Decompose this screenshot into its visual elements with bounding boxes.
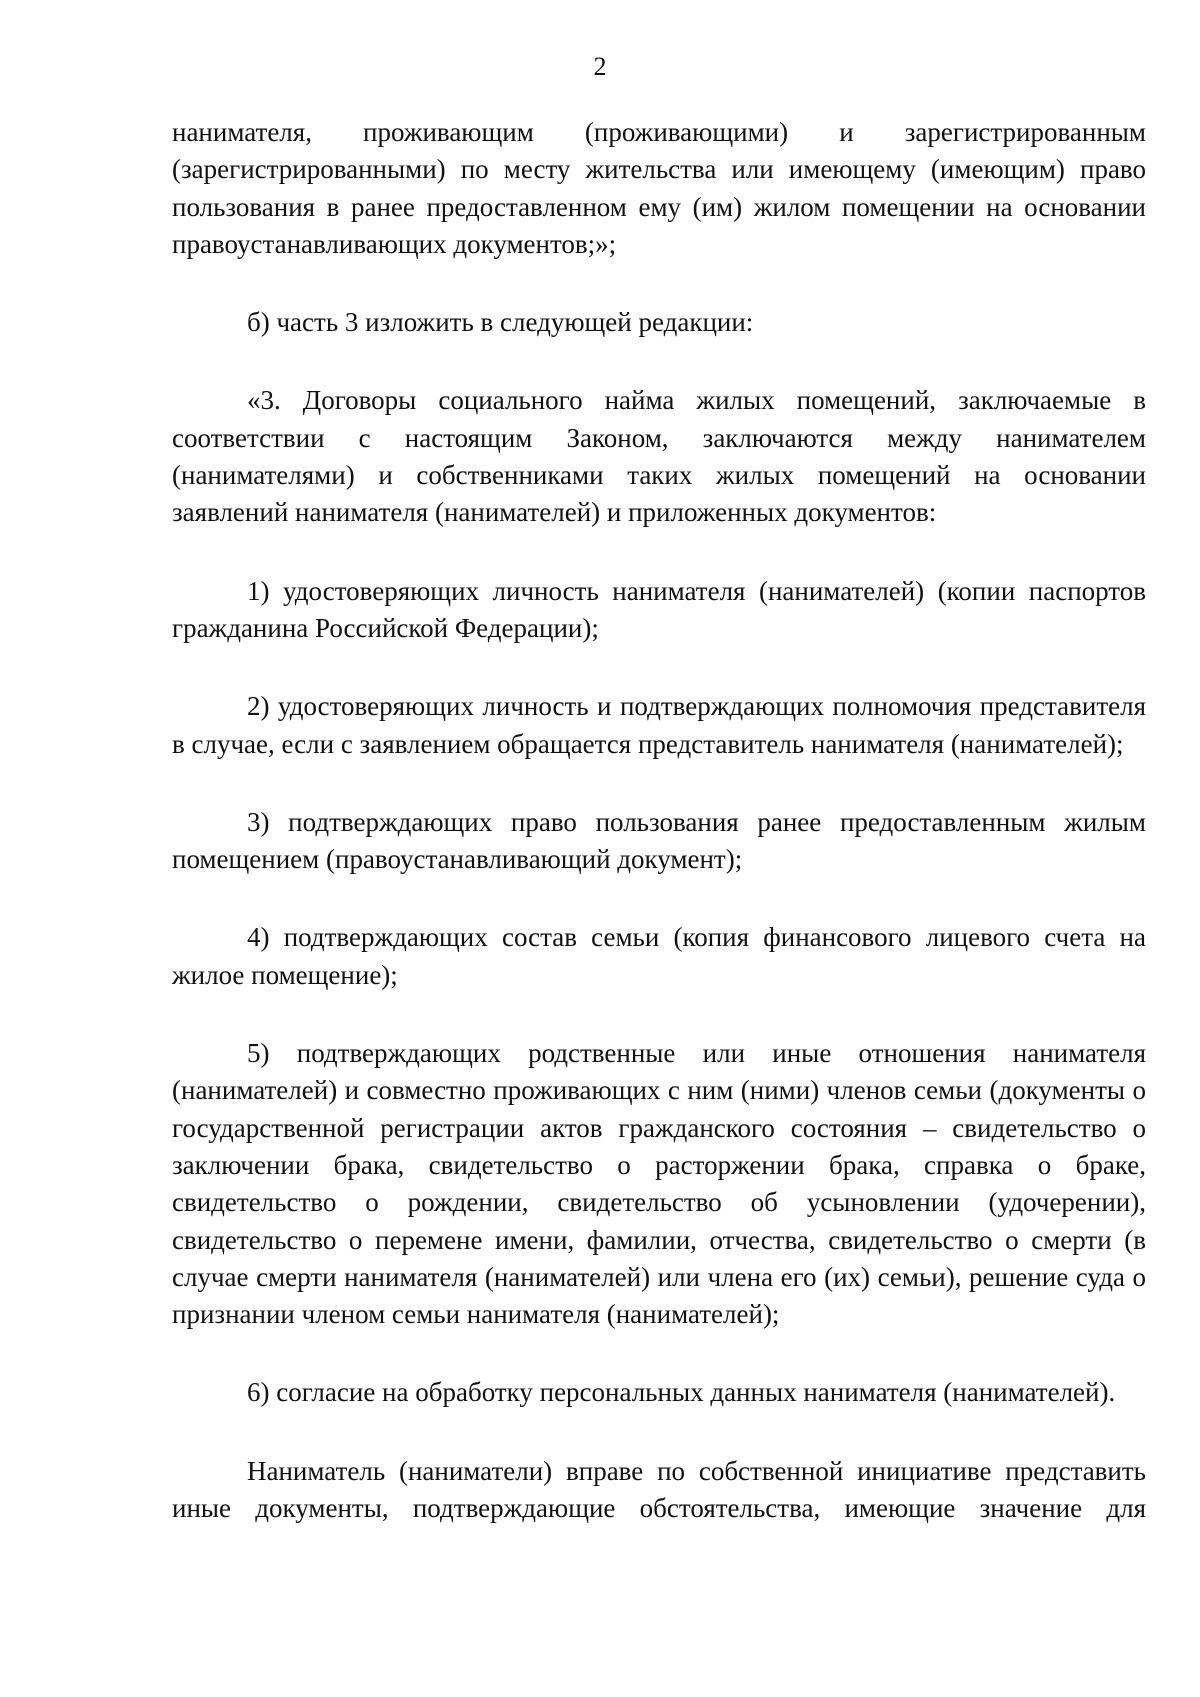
list-item-4: 4) подтверждающих состав семьи (копия финансового лицевого счета на жилое помещение); (172, 922, 1146, 990)
list-item-1: 1) удостоверяющих личность нанимателя (нанимателей) (копии паспортов гражданина Российской Федерации); (172, 575, 1146, 643)
paragraph-amendment-b: б) часть 3 изложить в следующей редакции: (247, 307, 754, 338)
page-number: 2 (593, 52, 607, 81)
list-item-3: 3) подтверждающих право пользования ранее предоставленным жилым помещением (правоустанавливающий документ); (172, 806, 1146, 875)
paragraph-additional-documents: Наниматель (наниматели) вправе по собственной инициативе представить иные документы, подтверждающие обстоятельства, имеющие значение для (172, 1455, 1146, 1524)
list-item-2: 2) удостоверяющих личность и подтверждающих полномочия представителя в случае, если с заявлением обращается представитель нанимателя (нанимателей); (172, 691, 1146, 759)
list-item-5: 5) подтверждающих родственные или иные отношения нанимателя (нанимателей) и совместно проживающих с ним (ними) членов семьи (документы о государственной регистрации актов гражданского состояния – свидетельство о заключении брака, свидетельство о расторжении брака, справка о браке, свидетельство о рождении, свидетельство об усыновлении (удочерении), свидетельство о перемене имени, фамилии, отчества, свидетельство о смерти (в случае смерти нанимателя (нанимателей) или члена его (их) семьи), решение суда о признании членом семьи нанимателя (нанимателей); (172, 1038, 1146, 1330)
list-item-6: 6) согласие на обработку персональных данных нанимателя (нанимателей). (247, 1377, 1116, 1408)
document-body (172, 114, 1146, 1527)
paragraph-part-3: «3. Договоры социального найма жилых помещений, заключаемые в соответствии с настоящим Законом, заключаются между нанимателем (нанимателями) и собственниками таких жилых помещений на основании заявлений нанимателя (нанимателей) и приложенных документов: (172, 385, 1146, 528)
paragraph-continuation: нанимателя, проживающим (проживающими) и зарегистрированным (зарегистрированными) по месту жительства или имеющему (имеющим) право пользования в ранее предоставленном ему (им) жилом помещении на основании правоустанавливающих документов;»; (172, 117, 1146, 259)
